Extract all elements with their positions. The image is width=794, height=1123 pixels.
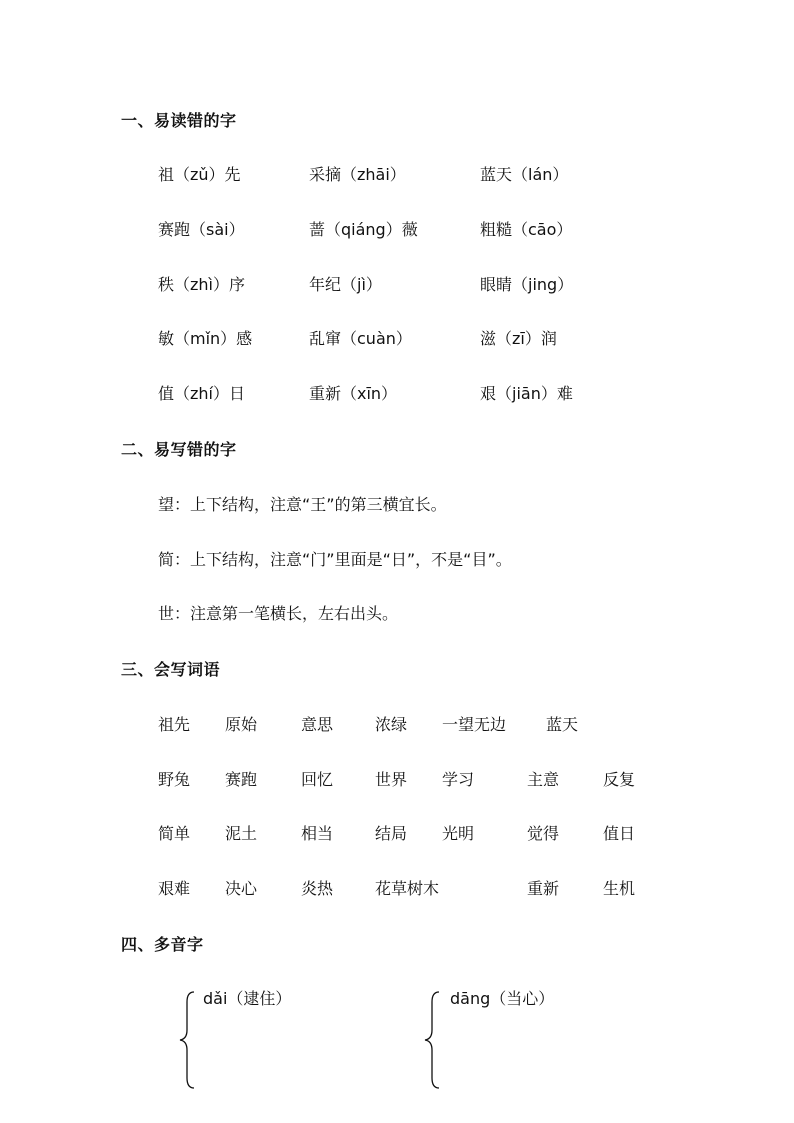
word-item: 原始 xyxy=(225,715,258,734)
word-item: 反复 xyxy=(603,770,636,789)
writing-note: 简：上下结构，注意“门”里面是“日”，不是“目”。 xyxy=(158,550,512,569)
pinyin-item: 艰（jiān）难 xyxy=(480,384,573,403)
word-item: 一望无边 xyxy=(442,715,507,734)
section-heading-3: 三、会写词语 xyxy=(121,660,221,679)
word-item: 回忆 xyxy=(301,770,334,789)
writing-note: 望：上下结构，注意“王”的第三横宜长。 xyxy=(158,495,447,514)
word-item: 花草树木 xyxy=(375,879,440,898)
polyphone-reading: dāng（当心） xyxy=(450,989,555,1008)
pinyin-item: 秩（zhì）序 xyxy=(158,275,245,294)
pinyin-item: 采摘（zhāi） xyxy=(309,165,406,184)
pinyin-item: 赛跑（sài） xyxy=(158,220,245,239)
word-item: 艰难 xyxy=(158,879,191,898)
word-item: 相当 xyxy=(301,824,334,843)
word-item: 炎热 xyxy=(301,879,334,898)
word-item: 光明 xyxy=(442,824,475,843)
word-item: 蓝天 xyxy=(546,715,579,734)
left-brace-icon xyxy=(423,990,443,1090)
writing-note: 世：注意第一笔横长，左右出头。 xyxy=(158,604,399,623)
polyphone-reading: dǎi（逮住） xyxy=(203,989,292,1008)
word-item: 世界 xyxy=(375,770,408,789)
word-item: 野兔 xyxy=(158,770,191,789)
left-brace-icon xyxy=(178,990,198,1090)
pinyin-item: 祖（zǔ）先 xyxy=(158,165,241,184)
pinyin-item: 敏（mǐn）感 xyxy=(158,329,253,348)
word-item: 泥土 xyxy=(225,824,258,843)
word-item: 简单 xyxy=(158,824,191,843)
pinyin-item: 值（zhí）日 xyxy=(158,384,245,403)
pinyin-item: 重新（xīn） xyxy=(309,384,398,403)
word-item: 结局 xyxy=(375,824,408,843)
section-heading-1: 一、易读错的字 xyxy=(121,111,237,130)
word-item: 决心 xyxy=(225,879,258,898)
pinyin-item: 年纪（jì） xyxy=(309,275,382,294)
word-item: 主意 xyxy=(527,770,560,789)
word-item: 生机 xyxy=(603,879,636,898)
pinyin-item: 乱窜（cuàn） xyxy=(309,329,412,348)
word-item: 重新 xyxy=(527,879,560,898)
pinyin-item: 滋（zī）润 xyxy=(480,329,557,348)
word-item: 赛跑 xyxy=(225,770,258,789)
word-item: 意思 xyxy=(301,715,334,734)
section-heading-2: 二、易写错的字 xyxy=(121,440,237,459)
pinyin-item: 粗糙（cāo） xyxy=(480,220,573,239)
word-item: 值日 xyxy=(603,824,636,843)
word-item: 觉得 xyxy=(527,824,560,843)
section-heading-4: 四、多音字 xyxy=(121,935,204,954)
pinyin-item: 蔷（qiáng）薇 xyxy=(309,220,418,239)
word-item: 学习 xyxy=(442,770,475,789)
word-item: 浓绿 xyxy=(375,715,408,734)
word-item: 祖先 xyxy=(158,715,191,734)
pinyin-item: 蓝天（lán） xyxy=(480,165,569,184)
pinyin-item: 眼睛（jing） xyxy=(480,275,574,294)
